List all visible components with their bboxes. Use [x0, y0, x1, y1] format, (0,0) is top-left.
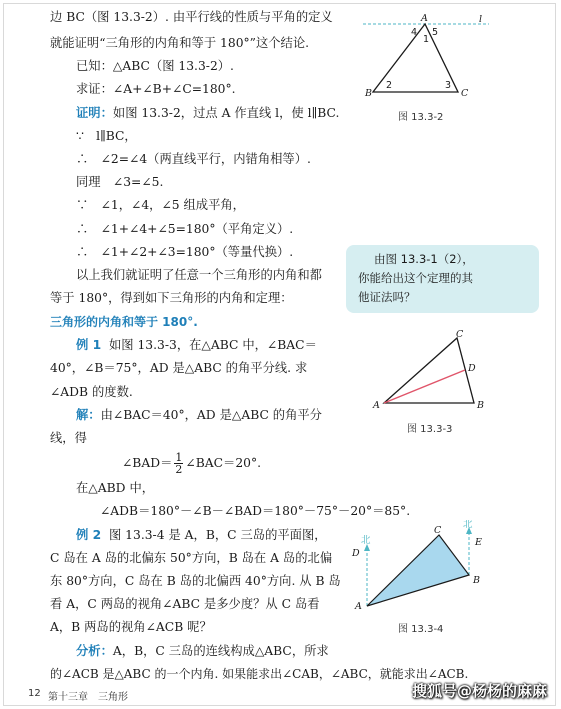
angle-label-2: 2	[386, 80, 393, 91]
note-line-3: 他证法吗？	[358, 290, 416, 304]
solution-text-a: 由∠BAC＝40°，AD 是△ABC 的角平分	[100, 408, 322, 422]
text-given: 已知：△ABC（图 13.3-2）.	[76, 59, 234, 73]
vertex-label-c-4: C	[434, 525, 442, 536]
vertex-label-b-4: B	[473, 575, 480, 586]
north-label-b: 北	[463, 520, 473, 530]
example-2-text-a: 图 13.3-4 是 A，B，C 三岛的平面图，	[108, 528, 327, 542]
equation-right: ∠BAC＝20°.	[185, 456, 262, 470]
equation-bad	[122, 451, 261, 475]
example-2-line-4: 看 A，C 两岛的视角∠ABC 是多少度？从 C 岛看	[50, 597, 320, 611]
analysis-line-2: 的∠ACB 是△ABC 的一个内角. 如果能求出∠CAB，∠ABC，就能求出∠ACB.	[50, 667, 469, 681]
page-footer	[0, 682, 561, 709]
note-line-2: 你能给出这个定理的其	[358, 271, 473, 285]
vertex-label-d-3: D	[468, 363, 476, 374]
example-2-line-2: C 岛在 A 岛的北偏东 50°方向，B 岛在 A 岛的北偏	[50, 551, 333, 565]
note-line-1: 由图 13.3-1（2），	[374, 252, 474, 266]
proof-step-1: ∵ l∥BC，	[76, 129, 137, 143]
example-1-text-a: 如图 13.3-3，在△ABC 中，∠BAC＝	[108, 338, 317, 352]
example-2-line-1	[76, 528, 327, 543]
equation-left: ∠BAD＝	[122, 456, 173, 470]
figure-13-3-3	[370, 328, 500, 413]
proof-step-6: ∴ ∠1+∠2+∠3=180°（等量代换）.	[76, 245, 294, 259]
triangle-abc-3	[384, 338, 474, 403]
page-number: 12	[28, 688, 41, 699]
triangle-islands	[367, 535, 469, 606]
example-1-line-3: ∠ADB 的度数.	[50, 385, 133, 399]
north-label-a: 北	[361, 535, 371, 546]
vertex-label-a: A	[421, 13, 428, 24]
fraction-denominator: 2	[175, 463, 183, 476]
angle-label-3: 3	[445, 80, 452, 91]
example-1-heading: 例 1	[76, 338, 102, 352]
proof-step-5: ∴ ∠1+∠4+∠5=180°（平角定义）.	[76, 222, 294, 236]
watermark: 搜狐号@杨杨的麻麻	[411, 682, 547, 700]
proof-heading: 证明：	[76, 106, 113, 120]
caption-13-3-2: 图 13.3-2	[398, 112, 444, 123]
text-prove: 求证：∠A+∠B+∠C=180°.	[76, 82, 236, 96]
fraction-half	[174, 452, 183, 475]
example-2-line-5: A，B 两岛的视角∠ACB 呢？	[50, 620, 212, 634]
vertex-label-b: B	[365, 88, 372, 99]
analysis-line-1	[76, 644, 329, 659]
proof-step-2: ∴ ∠2=∠4（两直线平行，内错角相等）.	[76, 152, 311, 166]
vertex-label-c: C	[461, 88, 469, 99]
analysis-heading: 分析：	[76, 644, 113, 658]
solution-heading: 解：	[76, 408, 101, 422]
example-1-line-2: 40°，∠B＝75°，AD 是△ABC 的角平分线. 求	[50, 361, 308, 375]
vertex-label-c-3: C	[456, 329, 464, 340]
example-2-line-3: 东 80°方向，C 岛在 B 岛的北偏西 40°方向. 从 B 岛	[50, 574, 341, 588]
summary-line-2: 等于 180°，得到如下三角形的内角和定理：	[50, 291, 293, 305]
angle-label-4: 4	[411, 27, 418, 38]
vertex-label-b-3: B	[477, 400, 484, 411]
caption-13-3-3: 图 13.3-3	[407, 424, 453, 435]
analysis-text-a: A，B，C 三岛的连线构成△ABC，所求	[112, 644, 329, 658]
fraction-numerator: 1	[175, 451, 183, 464]
in-triangle-abd: 在△ABD 中，	[76, 481, 155, 495]
solution-line-2: 线，得	[50, 431, 87, 445]
vertex-label-e-4: E	[475, 537, 482, 548]
proof-step-3: 同理 ∠3=∠5.	[76, 175, 164, 189]
caption-13-3-4: 图 13.3-4	[398, 624, 444, 635]
theorem-statement: 三角形的内角和等于 180°.	[50, 315, 198, 329]
vertex-label-a-4: A	[355, 601, 362, 612]
solution-line-1	[76, 408, 322, 423]
note-bubble	[346, 245, 539, 313]
angle-label-5: 5	[432, 27, 439, 38]
equation-adb: ∠ADB＝180°－∠B－∠BAD＝180°－75°－20°＝85°.	[100, 504, 411, 518]
text-line-1: 边 BC（图 13.3-2）. 由平行线的性质与平角的定义	[50, 10, 333, 24]
proof-line	[76, 106, 339, 121]
angle-label-1: 1	[423, 34, 430, 45]
angle-bisector-ad	[384, 370, 465, 403]
line-label-l: l	[479, 14, 483, 25]
vertex-label-d-4: D	[352, 548, 360, 559]
summary-line-1: 以上我们就证明了任意一个三角形的内角和都	[76, 268, 322, 282]
example-1-line-1	[76, 338, 317, 353]
figure-13-3-2	[355, 10, 555, 120]
vertex-label-a-3: A	[373, 400, 380, 411]
figure-13-3-4	[345, 520, 515, 620]
proof-body: 如图 13.3-2，过点 A 作直线 l，使 l∥BC.	[112, 106, 340, 120]
proof-step-4: ∵ ∠1，∠4，∠5 组成平角，	[76, 198, 245, 212]
text-line-2: 就能证明“三角形的内角和等于 180°”这个结论.	[50, 36, 310, 50]
example-2-heading: 例 2	[76, 528, 102, 542]
chapter-title: 第十三章 三角形	[48, 692, 128, 703]
